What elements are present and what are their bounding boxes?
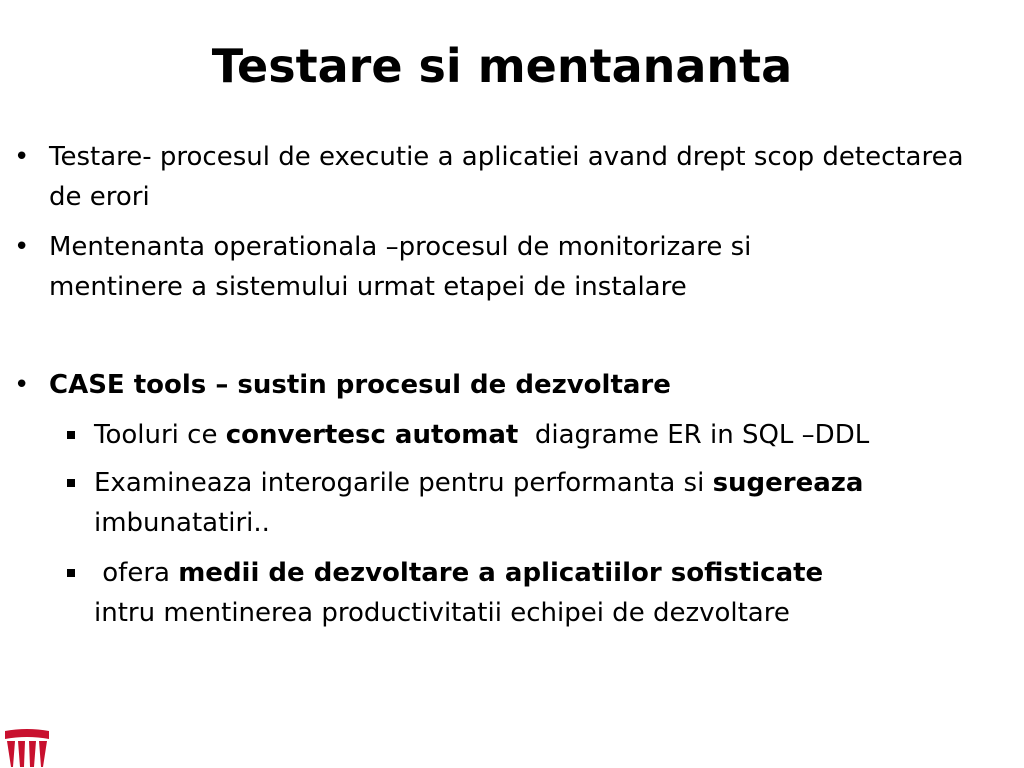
subbullet-item-examineaza <box>94 463 994 543</box>
subbullet-square <box>67 569 75 577</box>
university-logo-icon <box>4 729 50 767</box>
subbullet-text: diagrame ER in SQL –DDL <box>518 420 870 450</box>
subbullet-item-tooluri <box>94 415 1019 455</box>
subbullet-text: Examineaza interogarile pentru performanta si <box>94 468 713 498</box>
subbullet-text: imbunatatiri.. <box>94 508 270 538</box>
bullet-item-testare: Testare- procesul de executie a aplicatiei avand drept scop detectarea de erori <box>49 142 964 212</box>
subbullet-bold-text: convertesc automat <box>225 420 519 450</box>
subbullet-bold-text: sugereaza <box>712 468 864 498</box>
bullet-dot: • <box>14 232 30 262</box>
subbullet-text: ofera <box>94 558 179 588</box>
bullet-item-case-tools: CASE tools – sustin procesul de dezvoltare <box>49 370 671 400</box>
bullet-item-mentenanta: Mentenanta operationala –procesul de monitorizare si mentinere a sistemului urmat etapei de instalare <box>49 232 752 302</box>
bullet-dot: • <box>14 370 30 400</box>
subbullet-square <box>67 431 75 439</box>
subbullet-text: Tooluri ce <box>94 420 226 450</box>
subbullet-text: intru mentinerea productivitatii echipei de dezvoltare <box>94 598 790 628</box>
bullet-dot: • <box>14 142 30 172</box>
subbullet-square <box>67 479 75 487</box>
subbullet-item-ofera <box>94 553 994 633</box>
slide-title: Testare si mentananta <box>211 39 793 93</box>
subbullet-bold-text: medii de dezvoltare a aplicatiilor sofisticate <box>178 558 824 588</box>
